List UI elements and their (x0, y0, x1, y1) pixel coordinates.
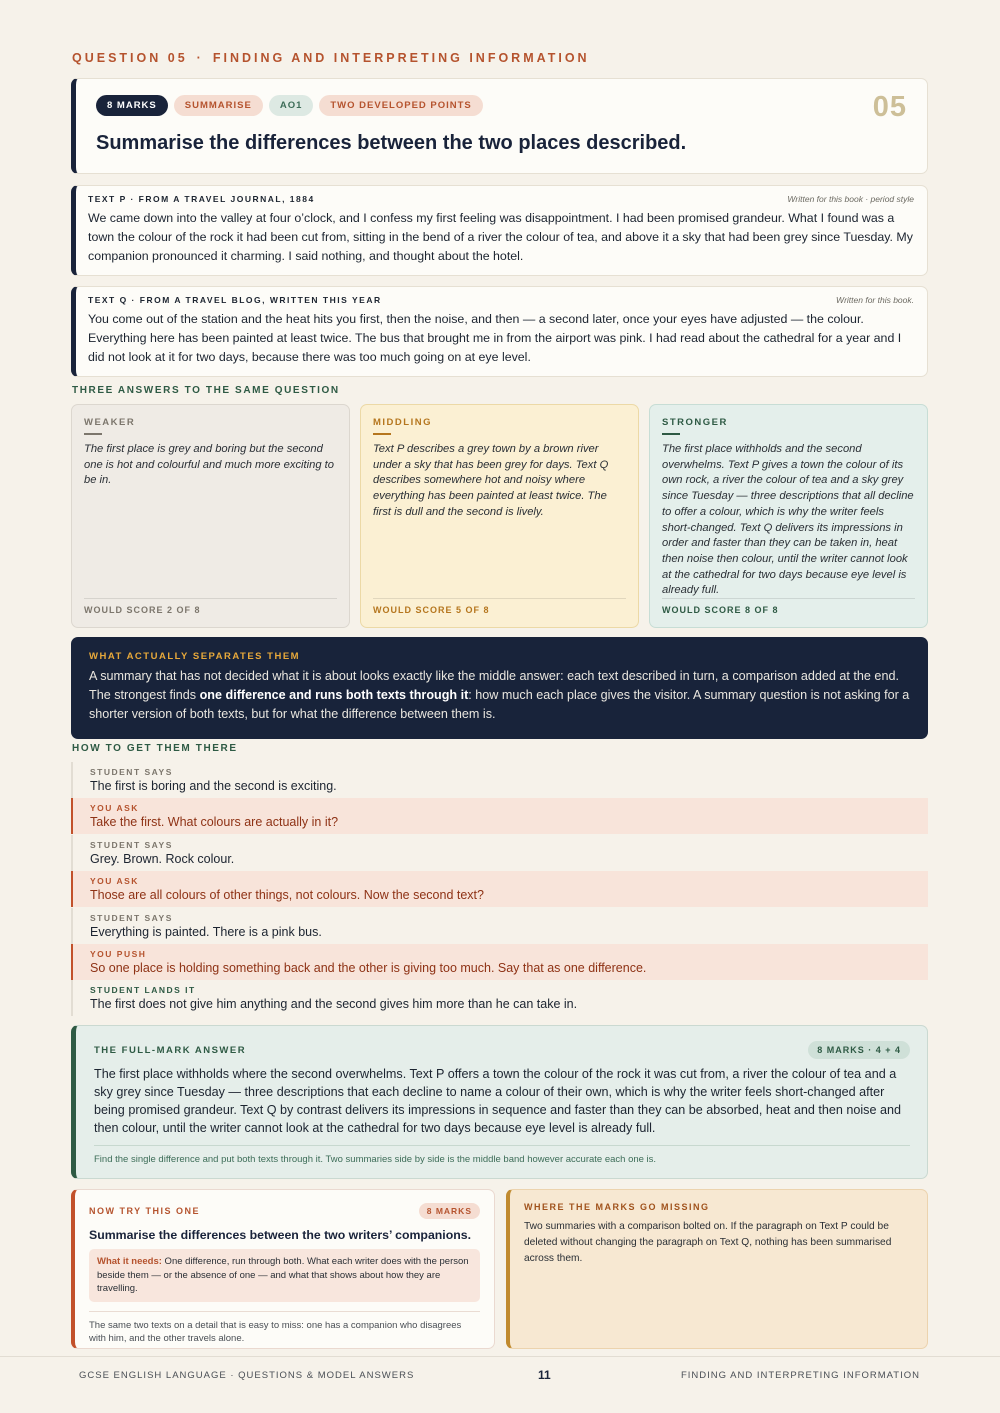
dialogue-student-1 (71, 762, 928, 798)
marks-tag: 8 MARKS (96, 95, 168, 116)
dialogue-teacher-2 (71, 871, 928, 907)
page-footer (0, 1356, 1000, 1413)
section-kicker (72, 51, 590, 65)
answer-card-middling (360, 404, 639, 628)
missing-title: WHERE THE MARKS GO MISSING (524, 1202, 710, 1212)
footer-book-title: GCSE ENGLISH LANGUAGE · QUESTIONS & MODEL ANSWERS (79, 1370, 415, 1381)
separates-callout (71, 637, 928, 739)
dialogue-teacher-3 (71, 944, 928, 980)
missing-marks-card (506, 1189, 928, 1349)
dialogue-line: The first is boring and the second is exciting. (90, 779, 337, 793)
speaker-label: STUDENT SAYS (90, 767, 173, 777)
answer-body: Text P describes a grey town by a brown river under a sky that has been grey for days. Text Q describes somewhere hot and noisy where everything has been painted at least twice. The first is dull and the second is lively. (373, 443, 609, 518)
speaker-label: YOU ASK (90, 876, 139, 886)
dialogue-line: Take the first. What colours are actually in it? (90, 815, 339, 829)
needs-label: What it needs: (97, 1256, 162, 1267)
answer-card-weaker (71, 404, 350, 628)
question-label: QUESTION 05 (72, 51, 188, 65)
dialogue-heading: HOW TO GET THEM THERE (72, 743, 238, 754)
speaker-label: STUDENT LANDS IT (90, 985, 196, 995)
question-tags (96, 95, 483, 116)
points-tag: TWO DEVELOPED POINTS (319, 95, 482, 116)
dialogue-line: The first does not give him anything and the second gives him more than he can take in. (90, 997, 578, 1011)
full-mark-card (71, 1025, 928, 1179)
callout-title: WHAT ACTUALLY SEPARATES THEM (89, 651, 301, 662)
dialogue-student-4 (71, 980, 928, 1016)
dialogue-line: So one place is holding something back and the other is giving too much. Say that as one difference. (90, 961, 647, 975)
title-rule (373, 433, 391, 435)
full-mark-title: THE FULL-MARK ANSWER (94, 1044, 247, 1056)
title-rule (84, 433, 102, 435)
text-p-label: TEXT P · FROM A TRAVEL JOURNAL, 1884 (88, 194, 315, 204)
section-title: FINDING AND INTERPRETING INFORMATION (212, 51, 590, 65)
text-q-card (71, 286, 928, 377)
callout-text: A summary that has not decided what it is about looks exactly like the middle answer: each text described in turn, a comparison added at the end. The strongest finds (89, 669, 899, 702)
dialogue-teacher-1 (71, 798, 928, 834)
answer-title: STRONGER (662, 417, 728, 428)
callout-text: : how much each place gives the visitor. A summary question is not asking for a shorter version of both texts, but for what the difference between them is. (89, 688, 910, 721)
dialogue-line: Everything is painted. There is a pink bus. (90, 925, 322, 939)
needs-body: One difference, run through both. What each writer does with the person beside them — or the absence of one — and what that shows about how they are travelling. (97, 1256, 469, 1294)
answer-score: WOULD SCORE 5 OF 8 (373, 598, 626, 615)
answer-score: WOULD SCORE 2 OF 8 (84, 598, 337, 615)
text-p-body: We came down into the valley at four o’clock, and I confess my first feeling was disappointment. I had been promised grandeur. What I found was a town the colour of the rock it had been cut from, sitting in the bend of a river the colour of tea, and above it a sky that had been grey since Tuesday. My companion pronounced it charming. I said nothing, and thought about the hotel. (88, 211, 913, 263)
objective-tag: AO1 (269, 95, 314, 116)
dialogue-line: Those are all colours of other things, not colours. Now the second text? (90, 888, 484, 902)
answer-title: MIDDLING (373, 417, 432, 428)
callout-emphasis: one difference and runs both texts through it (199, 688, 469, 702)
dialogue-line: Grey. Brown. Rock colour. (90, 852, 235, 866)
text-p-card (71, 185, 928, 276)
speaker-label: STUDENT SAYS (90, 913, 173, 923)
text-p-note: Written for this book · period style (787, 194, 914, 204)
answer-card-stronger (649, 404, 928, 628)
question-card (71, 78, 928, 174)
title-rule (662, 433, 680, 435)
try-card (71, 1189, 495, 1349)
dialogue-student-2 (71, 835, 928, 871)
speaker-label: YOU ASK (90, 803, 139, 813)
answers-heading: THREE ANSWERS TO THE SAME QUESTION (72, 385, 340, 396)
full-mark-badge: 8 MARKS · 4 + 4 (808, 1041, 910, 1059)
try-title: NOW TRY THIS ONE (89, 1206, 201, 1216)
try-note: The same two texts on a detail that is easy to miss: one has a companion who disagrees with him, and the other travels alone. (89, 1311, 480, 1346)
answer-body: The first place is grey and boring but the second one is hot and colourful and much more exciting to be in. (84, 443, 334, 487)
question-number: 05 (872, 91, 907, 123)
dialogue-student-3 (71, 908, 928, 944)
full-mark-body: The first place withholds where the second overwhelms. Text P offers a town the colour of the rock it was cut from, a river the colour of tea and a sky grey since Tuesday — three descriptions that each decline to name a colour of their own, which is why the writer feels short-changed after being promised grandeur. Text Q by contrast delivers its impressions in sequence and faster than they can be absorbed, heat and then noise and then colour, until the writer cannot look at the cathedral for two days because eye level is already full. (94, 1067, 901, 1135)
answer-title: WEAKER (84, 417, 136, 428)
missing-body: Two summaries with a comparison bolted on. If the paragraph on Text P could be deleted without changing the paragraph on Text Q, nothing has been summarised across them. (524, 1221, 892, 1264)
question-text: Summarise the differences between the two places described. (96, 132, 687, 154)
answer-body: The first place withholds and the second overwhelms. Text P gives a town the colour of its own rock, a river the colour of tea and a sky grey since Tuesday — three descriptions that all decline to offer a colour, which is why the writer feels short-changed. Text Q delivers its impressions in order and faster than they can be taken in, heat then noise then colour, until the writer cannot look at the cathedral for two days because eye level is already full. (662, 443, 914, 597)
text-q-body: You come out of the station and the heat hits you first, then the noise, and then — a second later, once your eyes have adjusted — the colour. Everything here has been painted at least twice. The bus that brought me in from the airport was pink. I had read about the cathedral for a year and I did not look at it for two days, because there was too much going on at eye level. (88, 312, 902, 364)
callout-body (89, 667, 910, 724)
page-number: 11 (538, 1368, 551, 1382)
try-question: Summarise the differences between the two writers’ companions. (89, 1228, 471, 1242)
skill-tag: SUMMARISE (174, 95, 263, 116)
try-needs-box (89, 1249, 480, 1302)
speaker-label: YOU PUSH (90, 949, 147, 959)
footer-chapter: FINDING AND INTERPRETING INFORMATION (680, 1370, 920, 1381)
text-q-note: Written for this book. (836, 295, 914, 305)
kicker-separator: · (196, 51, 204, 65)
full-mark-tip: Find the single difference and put both texts through it. Two summaries side by side is the middle band however accurate each one is. (94, 1145, 910, 1165)
speaker-label: STUDENT SAYS (90, 840, 173, 850)
try-marks-badge: 8 MARKS (419, 1203, 480, 1219)
text-q-label: TEXT Q · FROM A TRAVEL BLOG, WRITTEN THIS YEAR (88, 295, 382, 305)
answer-score: WOULD SCORE 8 OF 8 (662, 598, 915, 615)
